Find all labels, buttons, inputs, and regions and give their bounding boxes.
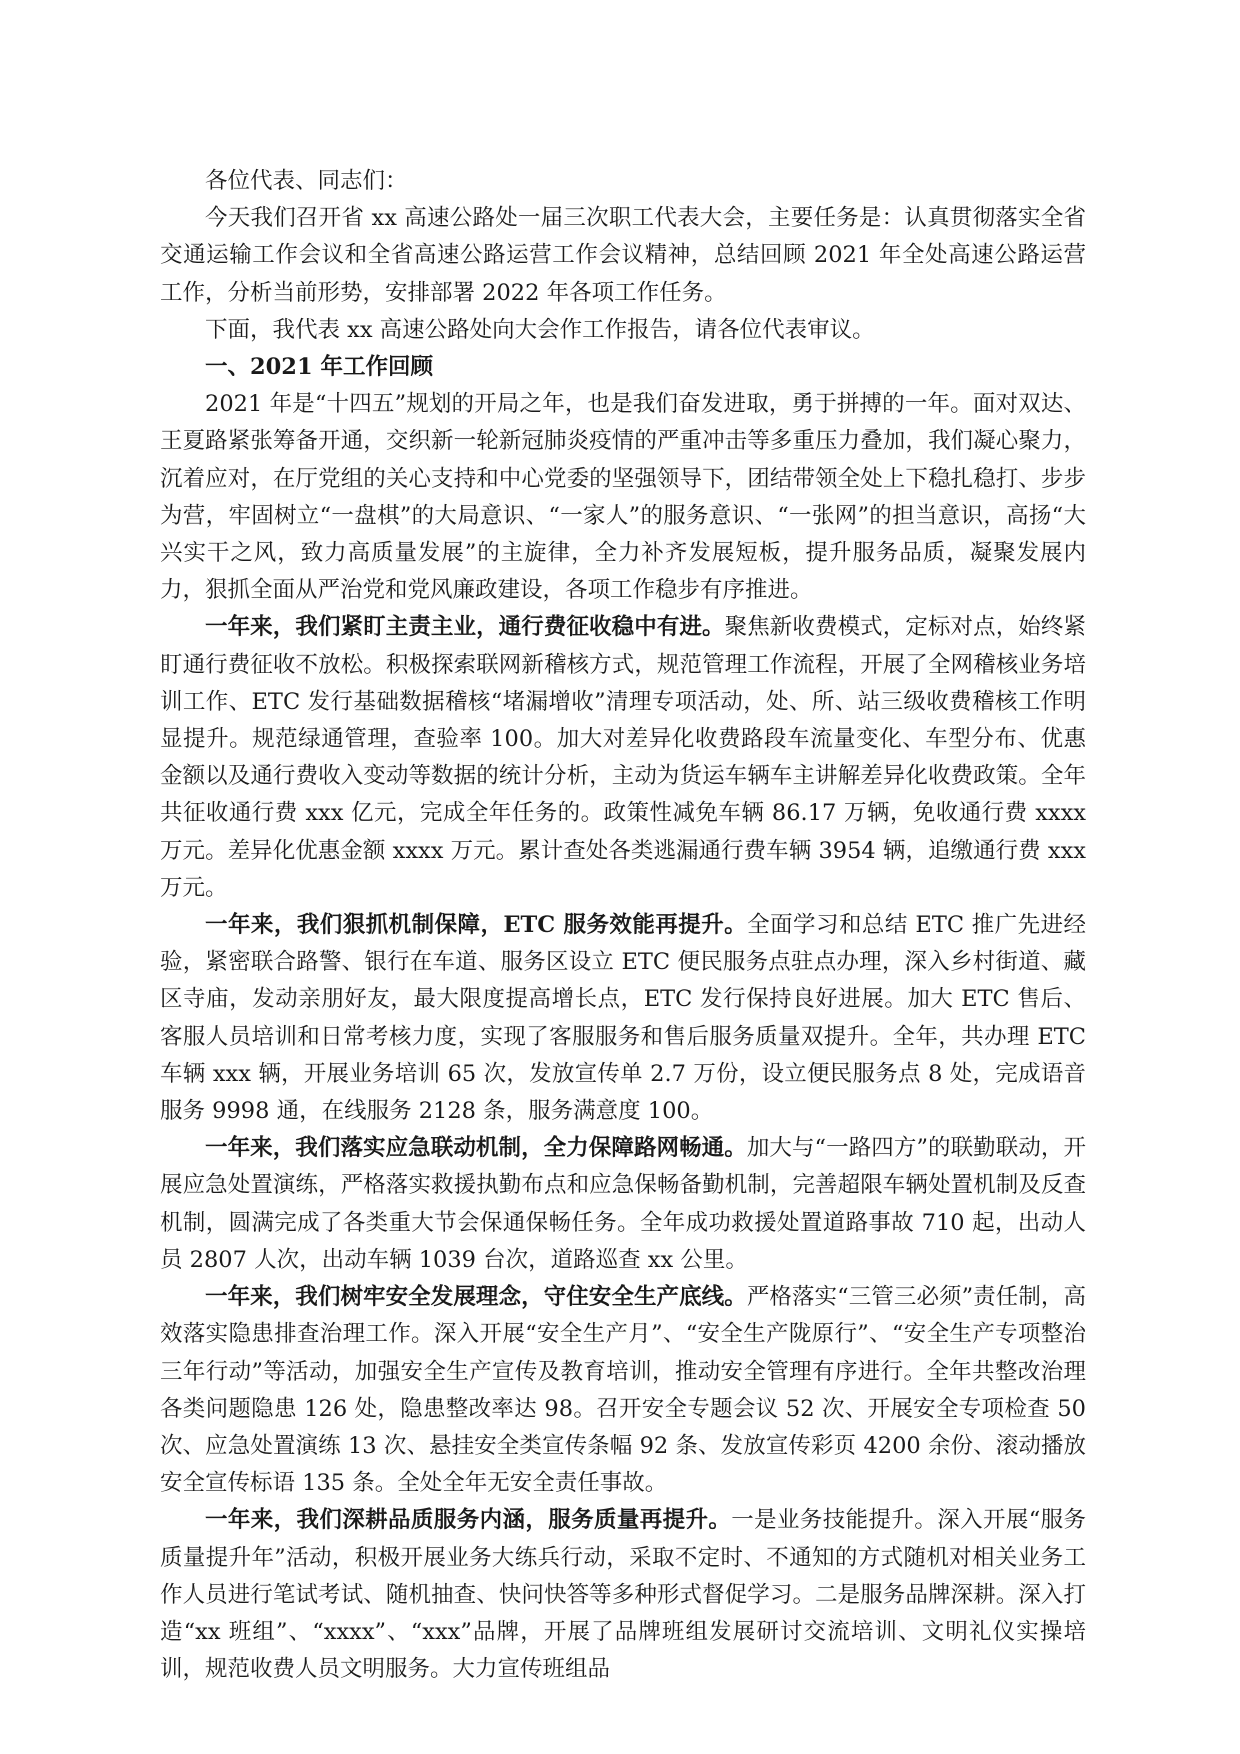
emergency-lead: 一年来，我们落实应急联动机制，全力保障路网畅通。 <box>205 1135 747 1162</box>
toll-lead: 一年来，我们紧盯主责主业，通行费征收稳中有进。 <box>205 614 725 641</box>
service-lead: 一年来，我们深耕品质服务内涵，服务质量再提升。 <box>205 1507 732 1534</box>
report-paragraph: 下面，我代表 xx 高速公路处向大会作工作报告，请各位代表审议。 <box>205 316 875 343</box>
greeting: 各位代表、同志们： <box>205 168 408 194</box>
service-paragraph <box>160 1502 1086 1688</box>
safety-body: 严格落实“三管三必须”责任制，高效落实隐患排查治理工作。深入开展“安全生产月”、“安全生产陇原行”、“安全生产专项整治三年行动”等活动，加强安全生产宣传及教育培训，推动安全管理有序进行。全年共整改治理各类问题隐患 126 处，隐患整改率达 98。召开安全专题会议 52 次、开展安全专项检查 50 次、应急处置演练 13 次、悬挂安全类宣传条幅 92 条、发放宣传彩页 4200 余份、滚动播放安全宣传标语 135 条。全处全年无安全责任事故。 <box>160 1284 1086 1497</box>
overview-paragraph: 2021 年是“十四五”规划的开局之年，也是我们奋发进取，勇于拼搏的一年。面对双达、王夏路紧张筹备开通，交织新一轮新冠肺炎疫情的严重冲击等多重压力叠加，我们凝心聚力，沉着应对，在厅党组的关心支持和中心党委的坚强领导下，团结带领全处上下稳扎稳打、步步为营，牢固树立“一盘棋”的大局意识、“一家人”的服务意识、“一张网”的担当意识，高扬“大兴实干之风，致力高质量发展”的主旋律，全力补齐发展短板，提升服务品质，凝聚发展内力，狠抓全面从严治党和党风廉政建设，各项工作稳步有序推进。 <box>160 391 1086 604</box>
toll-paragraph <box>160 609 1086 907</box>
service-body: 一是业务技能提升。深入开展“服务质量提升年”活动，积极开展业务大练兵行动，采取不定时、不通知的方式随机对相关业务工作人员进行笔试考试、随机抽查、快问快答等多种形式督促学习。二是服务品牌深耕。深入打造“xx 班组”、“xxxx”、“xxx”品牌，开展了品牌班组发展研讨交流培训、文明礼仪实操培训，规范收费人员文明服务。大力宣传班组品 <box>160 1507 1086 1683</box>
etc-body: 全面学习和总结 ETC 推广先进经验，紧密联合路警、银行在车道、服务区设立 ETC 便民服务点驻点办理，深入乡村街道、藏区寺庙，发动亲朋好友，最大限度提高增长点，ETC 发行保持良好进展。加大 ETC 售后、客服人员培训和日常考核力度，实现了客服服务和售后服务质量双提升。全年，共办理 ETC 车辆 xxx 辆，开展业务培训 65 次，发放宣传单 2.7 万份，设立便民服务点 8 处，完成语音服务 9998 通，在线服务 2128 条，服务满意度 100。 <box>160 912 1087 1125</box>
safety-paragraph <box>160 1279 1086 1502</box>
emergency-body: 加大与“一路四方”的联勤联动，开展应急处置演练，严格落实救援执勤布点和应急保畅备勤机制，完善超限车辆处置机制及反查机制，圆满完成了各类重大节会保通保畅任务。全年成功救援处置道路事故 710 起，出动人员 2807 人次，出动车辆 1039 台次，道路巡查 xx 公里。 <box>160 1135 1086 1273</box>
etc-paragraph <box>160 907 1086 1130</box>
document-body <box>160 163 1086 1688</box>
intro-paragraph: 今天我们召开省 xx 高速公路处一届三次职工代表大会，主要任务是：认真贯彻落实全省交通运输工作会议和全省高速公路运营工作会议精神，总结回顾 2021 年全处高速公路运营工作，分析当前形势，安排部署 2022 年各项工作任务。 <box>160 205 1086 306</box>
emergency-paragraph <box>160 1130 1086 1279</box>
section-heading: 一、2021 年工作回顾 <box>205 354 433 381</box>
toll-body: 聚焦新收费模式，定标对点，始终紧盯通行费征收不放松。积极探索联网新稽核方式，规范管理工作流程，开展了全网稽核业务培训工作、ETC 发行基础数据稽核“堵漏增收”清理专项活动，处、所、站三级收费稽核工作明显提升。规范绿通管理，查验率 100。加大对差异化收费路段车流量变化、车型分布、优惠金额以及通行费收入变动等数据的统计分析，主动为货运车辆车主讲解差异化收费政策。全年共征收通行费 xxx 亿元，完成全年任务的。政策性减免车辆 86.17 万辆，免收通行费 xxxx 万元。差异化优惠金额 xxxx 万元。累计查处各类逃漏通行费车辆 3954 辆，追缴通行费 xxx 万元。 <box>160 614 1086 901</box>
etc-lead: 一年来，我们狠抓机制保障，ETC 服务效能再提升。 <box>205 912 748 939</box>
safety-lead: 一年来，我们树牢安全发展理念，守住安全生产底线。 <box>205 1284 747 1311</box>
